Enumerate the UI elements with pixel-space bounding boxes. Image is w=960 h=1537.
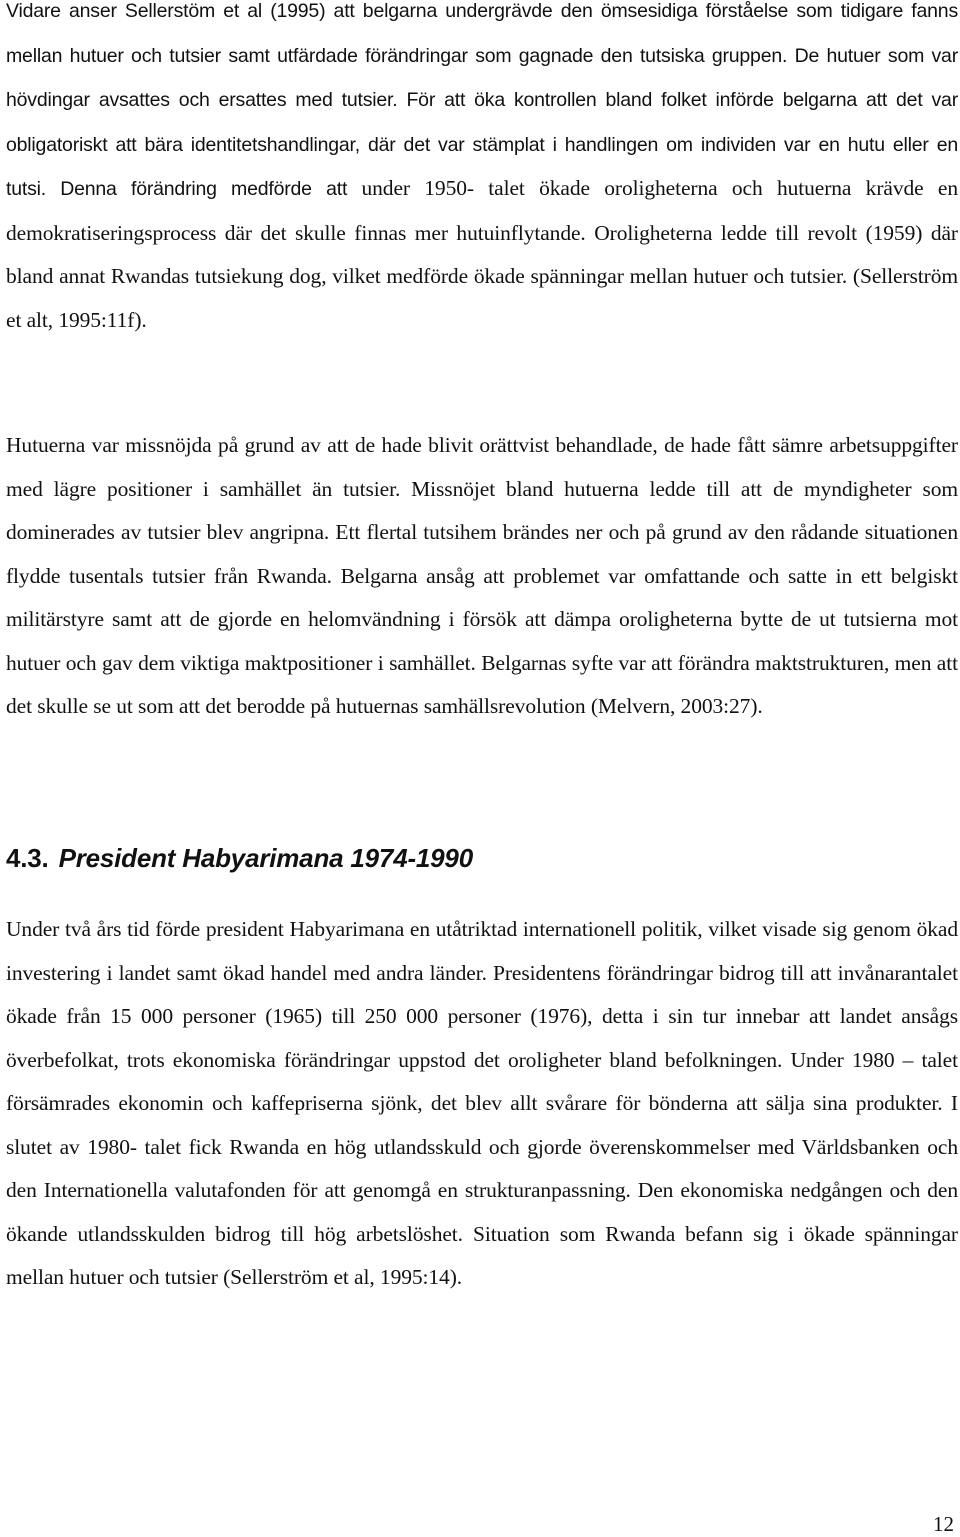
paragraph-hutu-discontent bbox=[6, 424, 958, 729]
paragraph-text-serif: under 1950- talet ökade oroligheterna och hutuerna krävde en demokratiseringsprocess där det skulle finnas mer hutuinflytande. Oroligheterna ledde till revolt (1959) där bland annat Rwandas tutsiekung dog, vilket medförde ökade spänningar mellan hutuer och tutsier. (Sellerström et alt, 1995:11f). bbox=[6, 176, 958, 332]
paragraph-belgian-rule bbox=[6, 0, 958, 342]
paragraph-text: Hutuerna var missnöjda på grund av att de hade blivit orättvist behandlade, de hade fått sämre arbetsuppgifter med lägre positioner i samhället än tutsier. Missnöjet bland hutuerna ledde till att de myndigheter som dominerades av tutsier blev angripna. Ett flertal tutsihem brändes ner och på grund av den rådande situationen flydde tusentals tutsier från Rwanda. Belgarna ansåg att problemet var omfattande och satte in ett belgiskt militärstyre samt att de gjorde en helomvändning i försök att dämpa oroligheterna bytte de ut tutsierna mot hutuer och gav dem viktiga maktpositioner i samhället. Belgarnas syfte var att förändra maktstrukturen, men att det skulle se ut som att det berodde på hutuernas samhällsrevolution (Melvern, 2003:27). bbox=[6, 433, 958, 718]
section-number: 4.3. bbox=[6, 843, 49, 873]
paragraph-text: Under två års tid förde president Habyarimana en utåtriktad internationell politik, vilket visade sig genom ökad investering i landet samt ökad handel med andra länder. Presidentens förändringar bidrog till att invånarantalet ökade från 15 000 personer (1965) till 250 000 personer (1976), detta i sin tur innebar att landet ansågs överbefolkat, trots ekonomiska förändringar uppstod det oroligheter bland befolkningen. Under 1980 – talet försämrades ekonomin och kaffepriserna sjönk, det blev allt svårare för bönderna att sälja sina produkter. I slutet av 1980- talet fick Rwanda en hög utlandsskuld och gjorde överenskommelser med Världsbanken och den Internationella valutafonden för att genomgå en strukturanpassning. Den ekonomiska nedgången och den ökande utlandsskulden bidrog till hög arbetslöshet. Situation som Rwanda befann sig i ökade spänningar mellan hutuer och tutsier (Sellerström et al, 1995:14). bbox=[6, 917, 958, 1289]
section-heading bbox=[6, 843, 473, 874]
paragraph-text-sans: Vidare anser Sellerstöm et al (1995) att belgarna undergrävde den ömsesidiga förståelse som tidigare fanns mellan hutuer och tutsier samt utfärdade förändringar som gagnade den tutsiska gruppen. De hutuer som var hövdingar avsattes och ersattes med tutsier. För att öka kontrollen bland folket införde belgarna att det var obligatoriskt att bära identitetshandlingar, där det var stämplat i handlingen om individen var en hutu eller en tutsi. Denna förändring medförde att bbox=[6, 0, 958, 200]
paragraph-habyarimana bbox=[6, 908, 958, 1300]
page-number: 12 bbox=[933, 1512, 954, 1536]
section-title: President Habyarimana 1974-1990 bbox=[58, 843, 473, 873]
